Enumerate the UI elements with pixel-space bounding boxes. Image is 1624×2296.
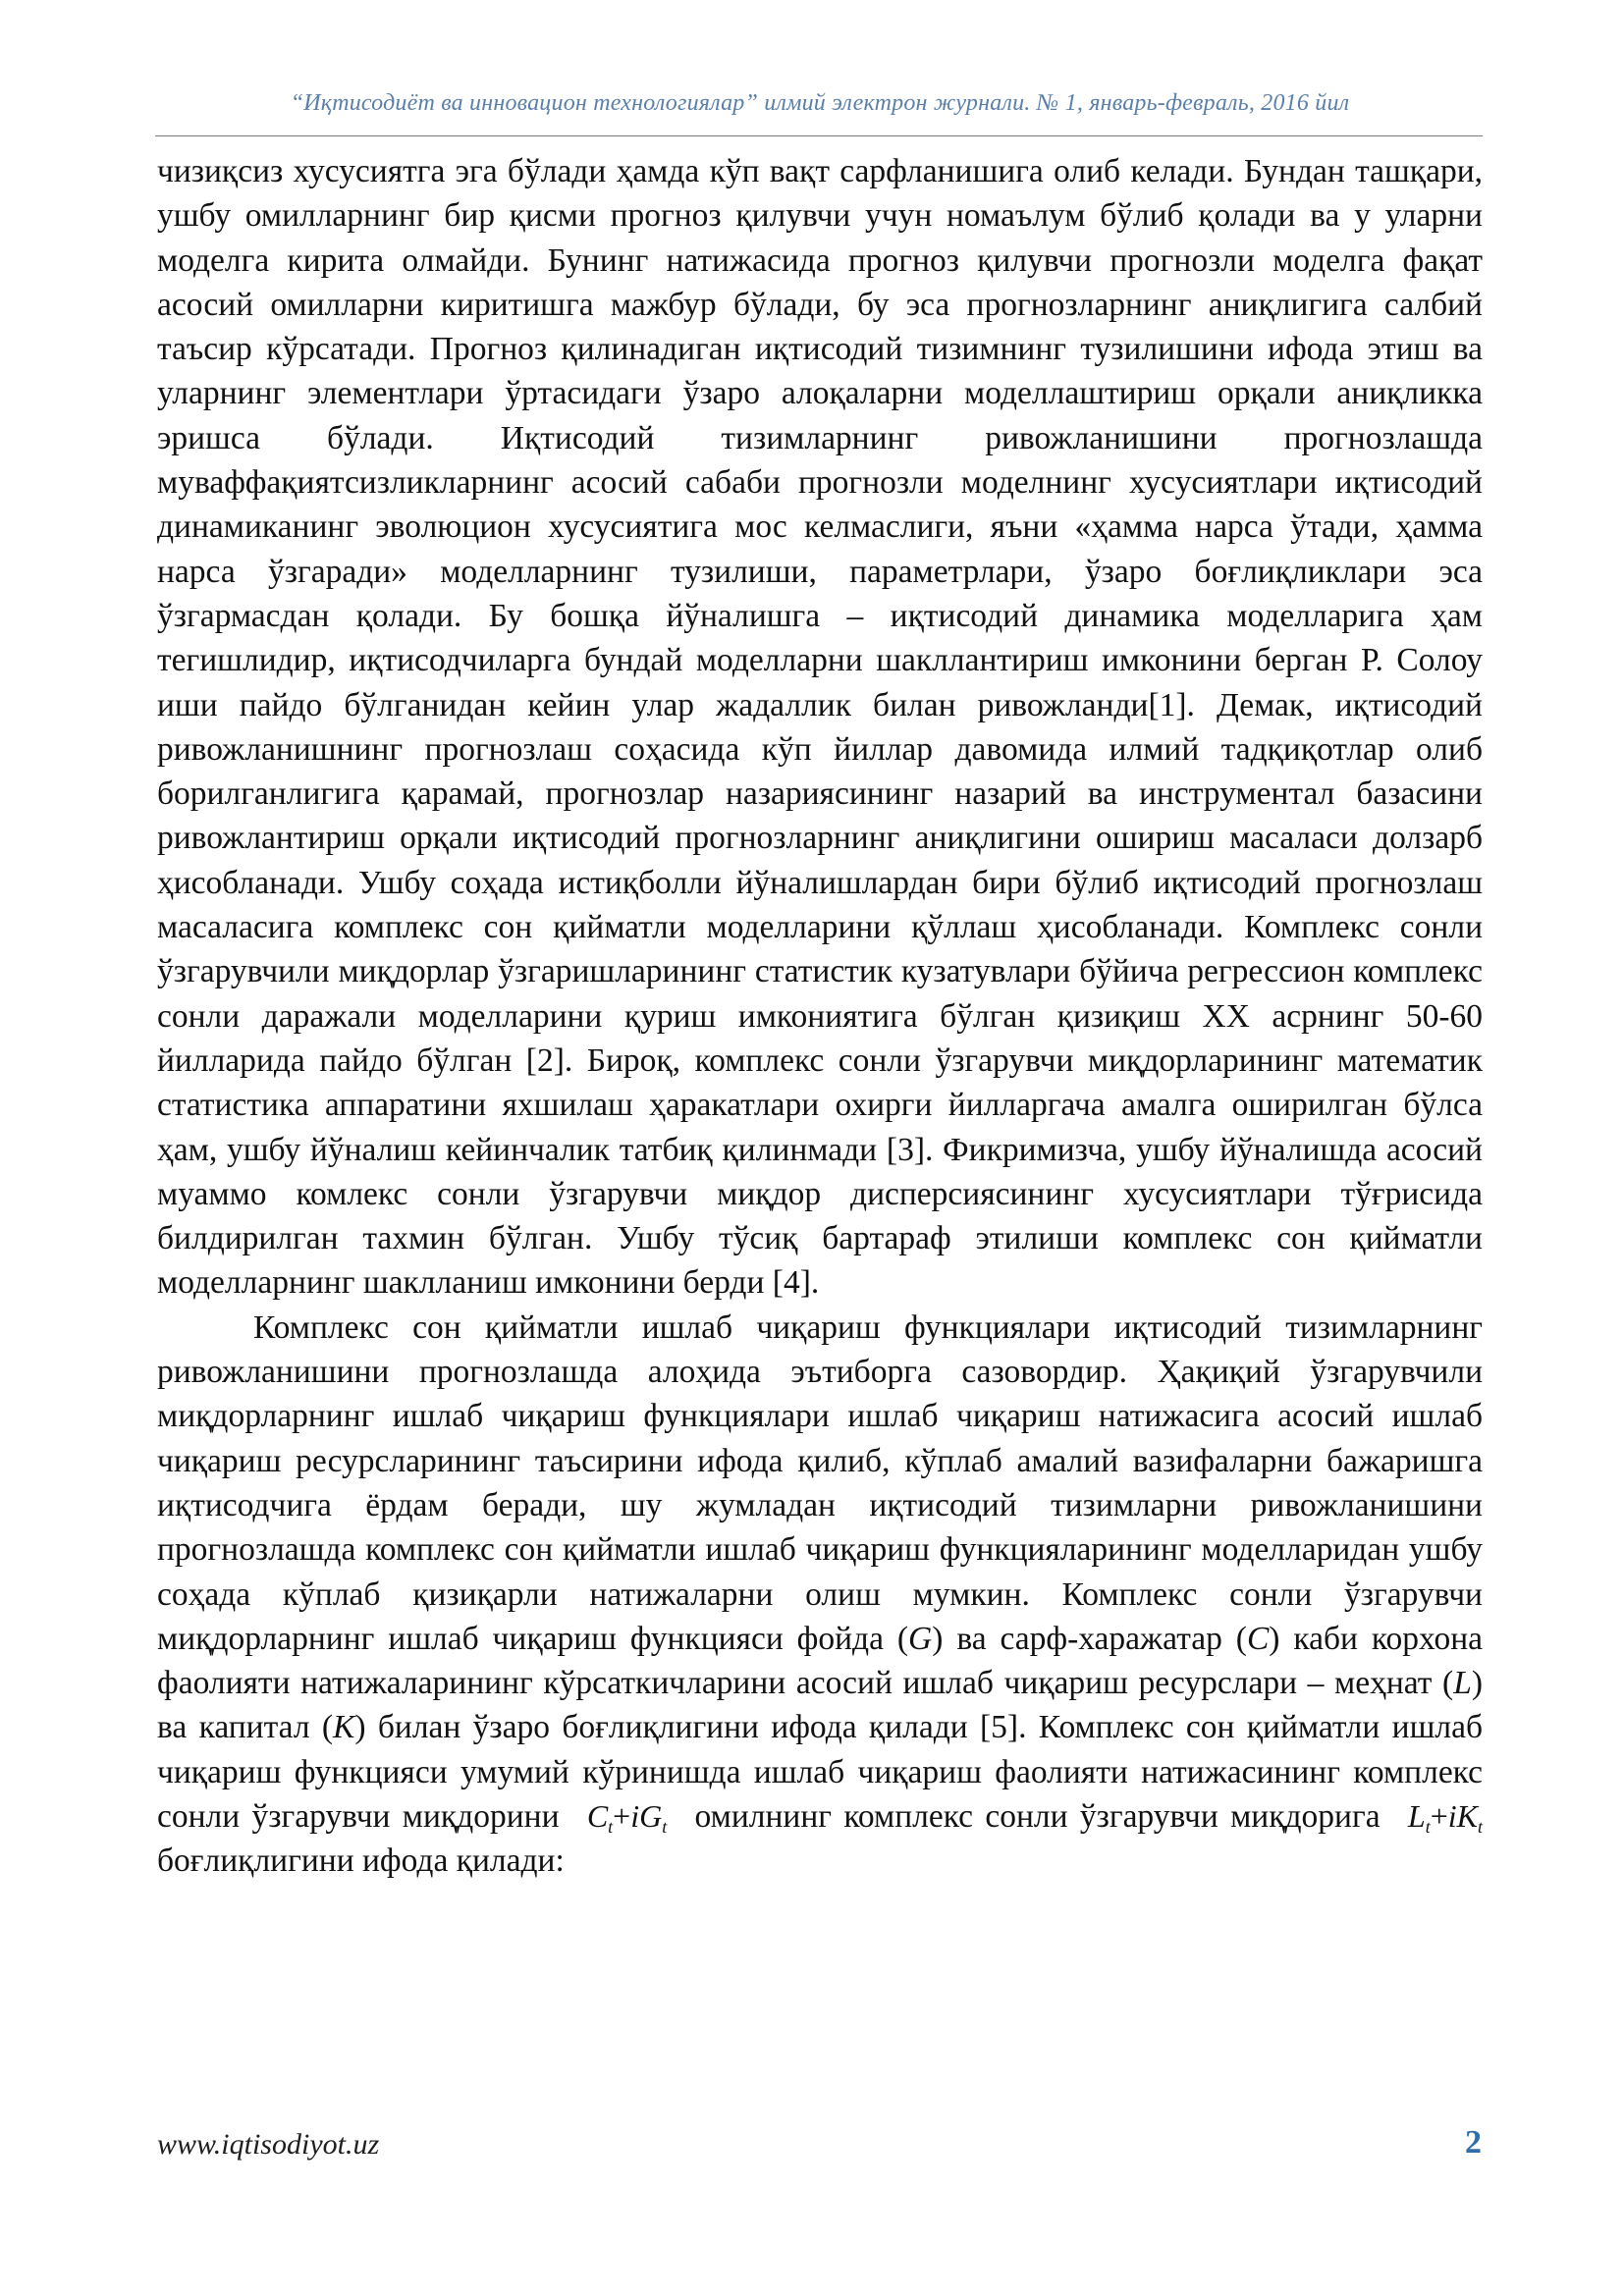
formula-ct-igt: $C_t+iG_t$ <box>586 1797 668 1837</box>
paragraph-2-text-b: ) ва сарф-харажатар ( <box>932 1620 1247 1657</box>
paragraph-2-text-f: омилнинг комплекс сонли ўзгарувчи миқдорига <box>694 1797 1380 1835</box>
paragraph-2-text-d: ) ва капитал ( <box>157 1665 1483 1746</box>
paragraph-2 <box>157 1306 1483 1884</box>
paragraph-2-text-a: Комплекс сон қийматли ишлаб чиқариш функциялари иқтисодий тизимларнинг ривожланишини прогнозлашда алоҳида эътиборга сазовордир. Ҳақиқий ўзгарувчили миқдорларнинг ишлаб чиқариш функциялари ишлаб чиқариш натижасига асосий ишлаб чиқариш ресурсларининг таъсирини ифода қилиб, кўплаб амалий вазифаларни бажаришга иқтисодчига ёрдам беради, шу жумладан иқтисодий тизимларни ривожланишини прогнозлашда комплекс сон қийматли ишлаб чиқариш функцияларининг моделларидан ушбу соҳада кўплаб қизиқарли натижаларни олиш мумкин. Комплекс сонли ўзгарувчи миқдорларнинг ишлаб чиқариш функцияси фойда ( <box>157 1308 1483 1657</box>
footer-website-link[interactable]: www.iqtisodiyot.uz <box>157 2128 380 2161</box>
paragraph-2-text-e: ) билан ўзаро боғлиқлигини ифода қилади [5]. Комплекс сон қийматли ишлаб чиқариш функцияси умумий кўринишда ишлаб чиқариш фаолияти натижасининг комплекс сонли ўзгарувчи миқдорини <box>157 1709 1483 1835</box>
article-body <box>157 149 1483 1884</box>
paragraph-1: чизиқсиз хусусиятга эга бўлади ҳамда кўп вақт сарфланишига олиб келади. Бундан ташқари, ушбу омилларнинг бир қисми прогноз қилувчи учун номаълум бўлиб қолади ва у уларни моделга кирита олмайди. Бунинг натижасида прогноз қилувчи прогнозли моделга фақат асосий омилларни киритишга мажбур бўлади, бу эса прогнозларнинг аниқлигига салбий таъсир кўрсатади. Прогноз қилинадиган иқтисодий тизимнинг тузилишини ифода этиш ва уларнинг элементлари ўртасидаги ўзаро алоқаларни моделлаштириш орқали аниқликка эришса бўлади. Иқтисодий тизимларнинг ривожланишини прогнозлашда муваффақиятсизликларнинг асосий сабаби прогнозли моделнинг хусусиятлари иқтисодий динамиканинг эволюцион хусусиятига мос келмаслиги, яъни «ҳамма нарса ўтади, ҳамма нарса ўзгаради» моделларнинг тузилиши, параметрлари, ўзаро боғлиқликлари эса ўзгармасдан қолади. Бу бошқа йўналишга – иқтисодий динамика моделларига ҳам тегишлидир, иқтисодчиларга бундай моделларни шакллантириш имконини берган Р. Солоу иши пайдо бўлганидан кейин улар жадаллик билан ривожланди[1]. Демак, иқтисодий ривожланишнинг прогнозлаш соҳасида кўп йиллар давомида илмий тадқиқотлар олиб борилганлигига қарамай, прогнозлар назариясининг назарий ва инструментал базасини ривожлантириш орқали иқтисодий прогнозларнинг аниқлигини ошириш масаласи долзарб ҳисобланади. Ушбу соҳада истиқболли йўналишлардан бири бўлиб иқтисодий прогнозлаш масаласига комплекс сон қийматли моделларини қўллаш ҳисобланади. Комплекс сонли ўзгарувчили миқдорлар ўзгаришларининг статистик кузатувлари бўйича регрессион комплекс сонли даражали моделларини қуриш имкониятига бўлган қизиқиш XX асрнинг 50-60 йилларида пайдо бўлган [2]. Бироқ, комплекс сонли ўзгарувчи миқдорларининг математик статистика аппаратини яхшилаш ҳаракатлари охирги йилларгача амалга оширилган бўлса ҳам, ушбу йўналиш кейинчалик татбиқ қилинмади [3]. Фикримизча, ушбу йўналишда асосий муаммо комлекс сонли ўзгарувчи миқдор дисперсиясининг хусусиятлари тўғрисида билдирилган тахмин бўлган. Ушбу тўсиқ бартараф этилиши комплекс сон қийматли моделларнинг шаклланиш имконини берди [4]. <box>157 153 1483 1302</box>
paragraph-2-text-c: ) каби корхона фаолияти натижаларининг кўрсаткичларини асосий ишлаб чиқариш ресурслари – меҳнат ( <box>157 1620 1483 1702</box>
variable-c: C <box>1246 1620 1270 1657</box>
variable-g: G <box>908 1620 933 1657</box>
variable-l: L <box>1453 1665 1472 1702</box>
journal-header: “Иқтисодиёт ва инновацион технологиялар” илмий электрон журнали. № 1, январь-февраль, 2016 йил <box>290 90 1350 116</box>
header-divider <box>155 135 1483 136</box>
formula-lt-ikt: $L_t+iK_t$ <box>1407 1797 1484 1837</box>
variable-k: K <box>333 1709 355 1746</box>
page-number: 2 <box>1465 2124 1482 2161</box>
paragraph-2-text-g: боғлиқлигини ифода қилади: <box>157 1842 565 1880</box>
